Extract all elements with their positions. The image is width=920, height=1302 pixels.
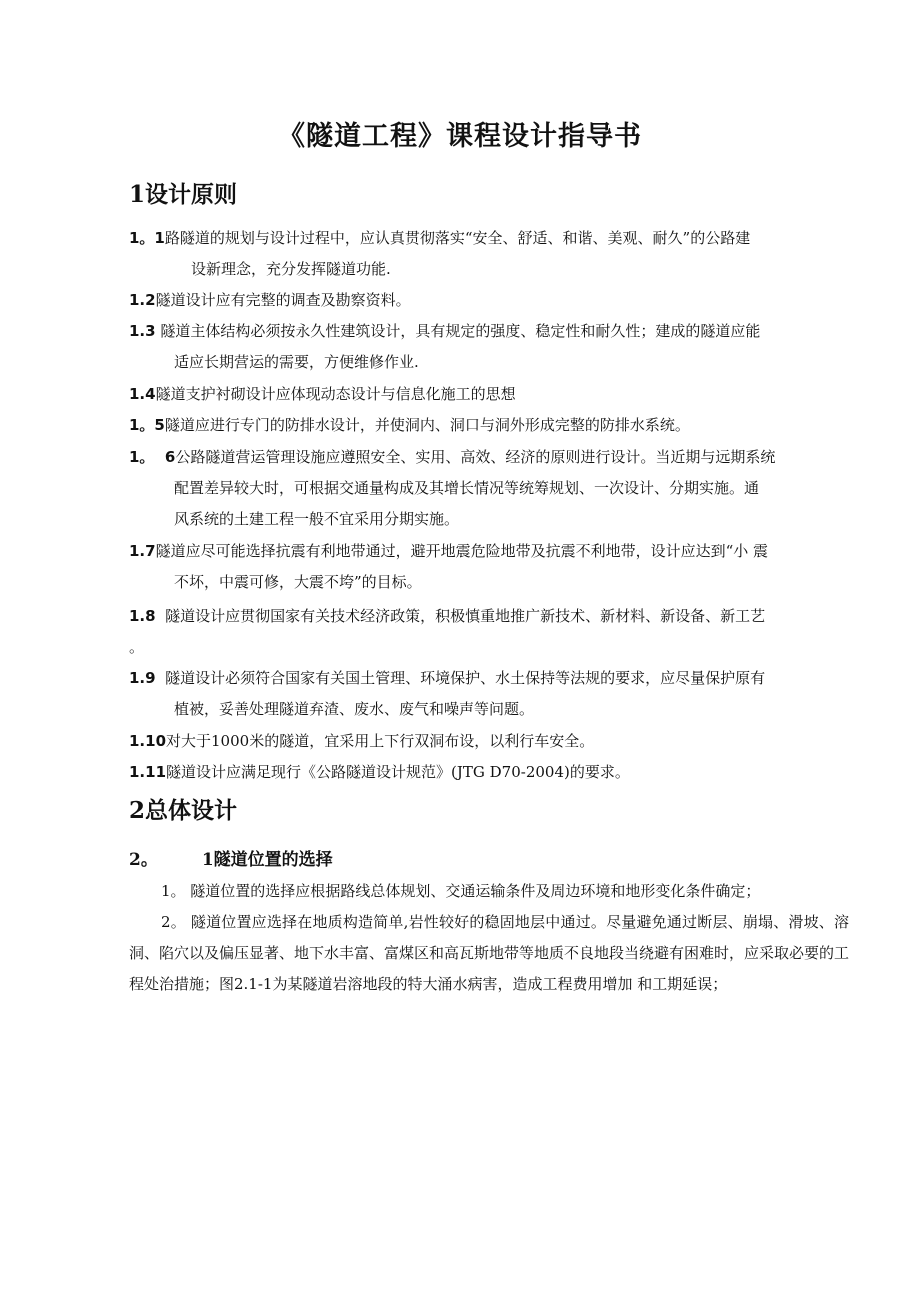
list-item: [129, 285, 839, 316]
item-number: 1.7: [129, 542, 156, 560]
item-text-continued: 配置差异较大时，可根据交通量构成及其增长情况等统筹规划、一次设计、分期实施。通: [174, 479, 760, 497]
list-item: [129, 601, 839, 663]
item-number: 1.2: [129, 291, 156, 309]
list-item: [129, 663, 839, 725]
paragraph-text: 2。 隧道位置应选择在地质构造简单,岩性较好的稳固地层中通过。尽量避免通过断层、崩塌、滑坡、溶洞、陷穴以及偏压显著、地下水丰富、富煤区和高瓦斯地带等地质不良地段当绕避有困难时，应采取必要的工程处治措施；图2.1-1为某隧道岩溶地段的特大涌水病害，造成工程费用增加 和工期延误；: [129, 913, 850, 993]
subsection-number: 2。: [129, 850, 158, 870]
paragraph-2: [129, 907, 849, 1000]
item-number: 1。 6: [129, 448, 176, 466]
item-number: 1.9: [129, 669, 156, 687]
item-text: 隧道应尽可能选择抗震有利地带通过，避开地震危险地带及抗震不利地带，设计应达到“小 震: [155, 542, 769, 560]
subsection-heading: [129, 845, 333, 870]
list-item: [129, 316, 839, 378]
item-text-continued: 适应长期营运的需要，方便维修作业.: [174, 353, 419, 371]
item-text-continued: 不坏，中震可修，大震不垮”的目标。: [174, 573, 422, 591]
list-item: [129, 442, 839, 535]
item-text: 对大于1000米的隧道，宜采用上下行双洞布设，以利行车安全。: [166, 732, 595, 750]
item-text: 隧道应进行专门的防排水设计，并使洞内、洞口与洞外形成完整的防排水系统。: [164, 416, 690, 434]
item-text-continued: 设新理念，充分发挥隧道功能.: [191, 260, 391, 278]
item-text: 隧道支护衬砌设计应体现动态设计与信息化施工的思想: [155, 385, 516, 403]
document-title: 《隧道工程》课程设计指导书: [278, 121, 642, 152]
paragraph-1: [129, 876, 849, 907]
subsection-title: 1隧道位置的选择: [201, 850, 333, 870]
section-2-heading: 2总体设计: [129, 797, 238, 824]
list-item: [129, 410, 839, 441]
item-number: 1。5: [129, 416, 165, 434]
list-item: [129, 757, 839, 788]
paragraph-text: 1。 隧道位置的选择应根据路线总体规划、交通运输条件及周边环境和地形变化条件确定；: [161, 882, 761, 900]
item-text-continued: 。: [129, 638, 145, 656]
item-text: 隧道主体结构必须按永久性建筑设计，具有规定的强度、稳定性和耐久性；建成的隧道应能: [155, 322, 761, 340]
list-item: [129, 536, 839, 598]
item-number: 1.3: [129, 322, 156, 340]
item-number: 1.11: [129, 763, 167, 781]
list-item: [129, 379, 839, 410]
item-number: 1.10: [129, 732, 167, 750]
item-number: 1。1: [129, 229, 165, 247]
section-1-heading: 1设计原则: [129, 181, 238, 208]
item-text: 隧道设计应有完整的调查及勘察资料。: [155, 291, 411, 309]
item-number: 1.8: [129, 607, 156, 625]
item-text-continued: 风系统的土建工程一般不宜采用分期实施。: [174, 510, 460, 528]
item-text: 路隧道的规划与设计过程中，应认真贯彻落实“安全、舒适、和谐、美观、耐久”的公路建: [164, 229, 751, 247]
item-text-continued: 植被，妥善处理隧道弃渣、废水、废气和噪声等问题。: [174, 700, 535, 718]
item-text: 公路隧道营运管理设施应遵照安全、实用、高效、经济的原则进行设计。当近期与远期系统: [175, 448, 776, 466]
list-item: [129, 223, 839, 285]
item-number: 1.4: [129, 385, 156, 403]
list-item: [129, 726, 839, 757]
item-text: 隧道设计应贯彻国家有关技术经济政策，积极慎重地推广新技术、新材料、新设备、新工艺: [155, 607, 766, 625]
item-text: 隧道设计应满足现行《公路隧道设计规范》(JTG D70-2004)的要求。: [166, 763, 630, 781]
item-text: 隧道设计必须符合国家有关国土管理、环境保护、水土保持等法规的要求，应尽量保护原有: [155, 669, 766, 687]
